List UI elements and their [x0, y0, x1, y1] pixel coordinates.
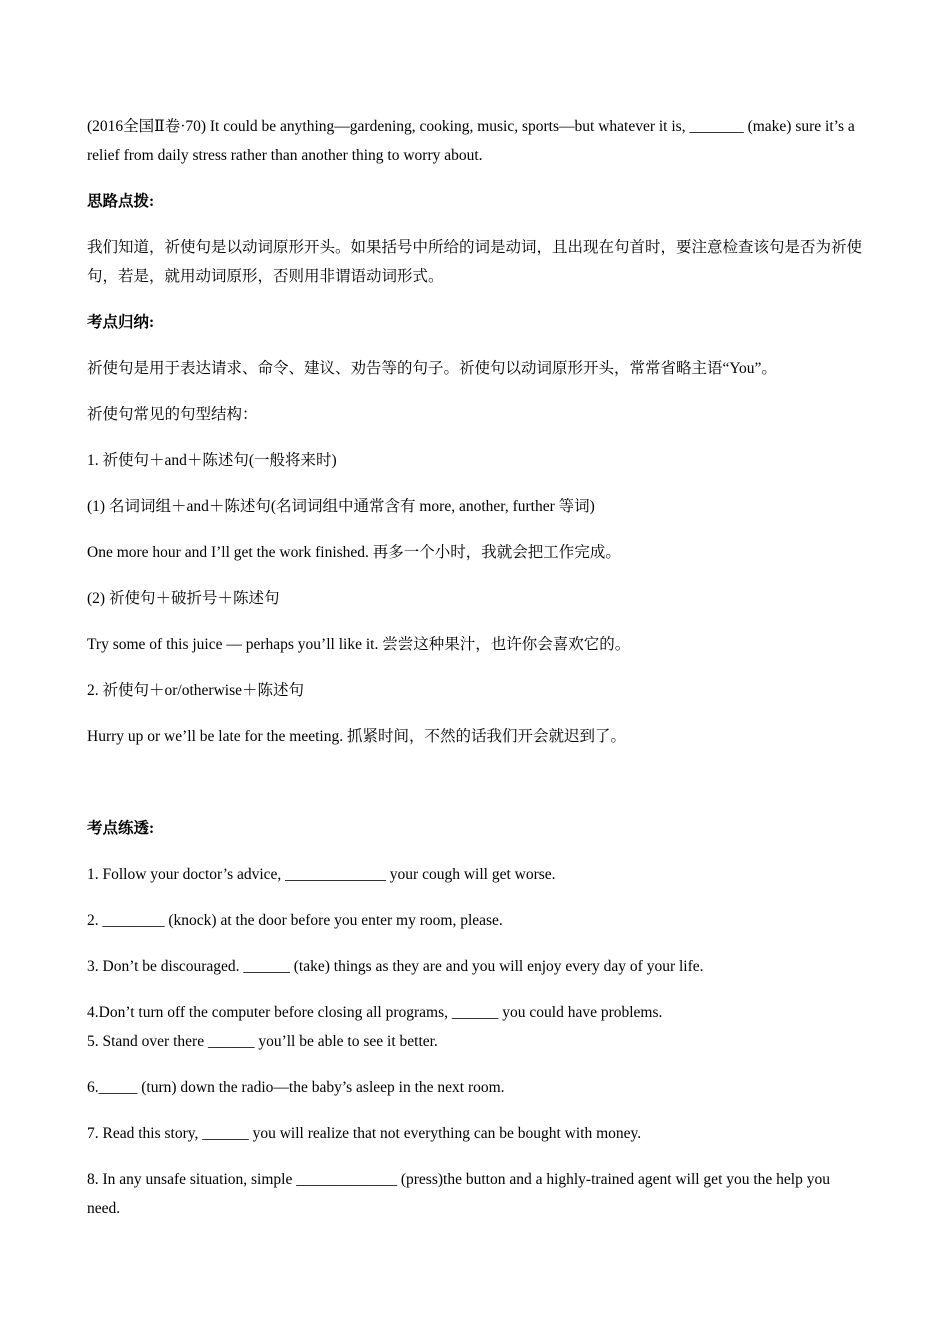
summary-line: 祈使句常见的句型结构：: [87, 406, 258, 423]
question-text: (2016全国Ⅱ卷·70) It could be anything—gardening, cooking, music, sports—but whatever it is, _______ (make) sure it’s a relief from daily stress rather than another thing to worry about.: [87, 118, 855, 164]
analysis-heading: 思路点拨:: [87, 193, 155, 210]
practice-item: 5. Stand over there ______ you’ll be able to see it better.: [87, 1033, 438, 1050]
practice-item: 3. Don’t be discouraged. ______ (take) things as they are and you will enjoy every day of your life.: [87, 958, 704, 975]
summary-heading: 考点归纳:: [87, 314, 155, 331]
practice-item: 4.Don’t turn off the computer before closing all programs, ______ you could have problems.: [87, 1004, 663, 1021]
summary-line: (1) 名词词组＋and＋陈述句(名词词组中通常含有 more, another, further 等词): [87, 498, 595, 515]
summary-line: (2) 祈使句＋破折号＋陈述句: [87, 590, 280, 607]
section-gap: [87, 768, 862, 814]
summary-line: 祈使句是用于表达请求、命令、建议、劝告等的句子。祈使句以动词原形开头，常常省略主语“You”。: [87, 360, 777, 377]
analysis-text: 我们知道，祈使句是以动词原形开头。如果括号中所给的词是动词，且出现在句首时，要注意检查该句是否为祈使句，若是，就用动词原形，否则用非谓语动词形式。: [87, 239, 863, 285]
summary-example: One more hour and I’ll get the work finished. 再多一个小时，我就会把工作完成。: [87, 544, 621, 561]
practice-heading: 考点练透:: [87, 820, 155, 837]
practice-item: 2. ________ (knock) at the door before you enter my room, please.: [87, 912, 503, 929]
summary-example: Hurry up or we’ll be late for the meeting. 抓紧时间，不然的话我们开会就迟到了。: [87, 728, 626, 745]
summary-example: Try some of this juice — perhaps you’ll like it. 尝尝这种果汁，也许你会喜欢它的。: [87, 636, 631, 653]
practice-item: 6._____ (turn) down the radio—the baby’s asleep in the next room.: [87, 1079, 505, 1096]
practice-item: 7. Read this story, ______ you will realize that not everything can be bought with money.: [87, 1125, 642, 1142]
summary-line: 2. 祈使句＋or/otherwise＋陈述句: [87, 682, 304, 699]
practice-item: 8. In any unsafe situation, simple _____________ (press)the button and a highly-trained agent will get you the help you need.: [87, 1171, 830, 1217]
practice-item: 1. Follow your doctor’s advice, _____________ your cough will get worse.: [87, 866, 556, 883]
summary-line: 1. 祈使句＋and＋陈述句(一般将来时): [87, 452, 337, 469]
